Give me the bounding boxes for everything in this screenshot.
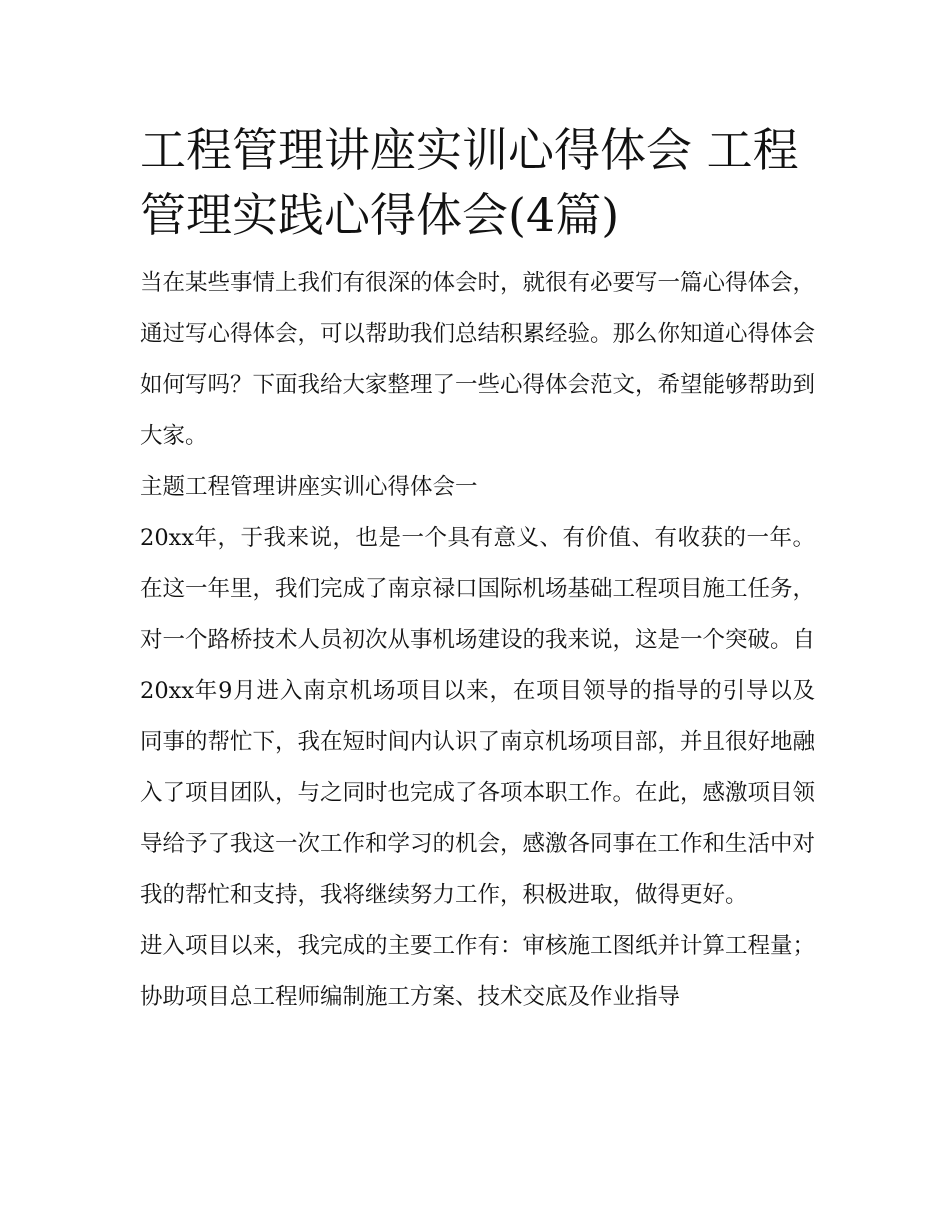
document-title: 工程管理讲座实训心得体会 工程管理实践心得体会(4篇) bbox=[140, 123, 799, 242]
body-paragraph: 20xx年，于我来说，也是一个具有意义、有价值、有收获的一年。在这一年里，我们完成了南京禄口国际机场基础工程项目施工任务，对一个路桥技术人员初次从事机场建设的我来说，这是一个突破。自20xx年9月进入南京机场项目以来，在项目领导的指导的引导以及同事的帮忙下，我在短时间内认识了南京机场项目部，并且很好地融入了项目团队，与之同时也完成了各项本职工作。在此，感激项目领导给予了我这一次工作和学习的机会，感激各同事在工作和生活中对我的帮忙和支持，我将继续努力工作，积极进取，做得更好。 bbox=[140, 525, 816, 908]
intro-paragraph: 当在某些事情上我们有很深的体会时，就很有必要写一篇心得体会，通过写心得体会，可以帮助我们总结积累经验。那么你知道心得体会如何写吗？下面我给大家整理了一些心得体会范文，希望能够帮助到大家。 bbox=[140, 270, 816, 449]
body-paragraph: 进入项目以来，我完成的主要工作有：审核施工图纸并计算工程量；协助项目总工程师编制施工方案、技术交底及作业指导 bbox=[140, 933, 816, 1010]
section-heading: 主题工程管理讲座实训心得体会一 bbox=[140, 474, 478, 500]
document-body bbox=[140, 118, 815, 1023]
